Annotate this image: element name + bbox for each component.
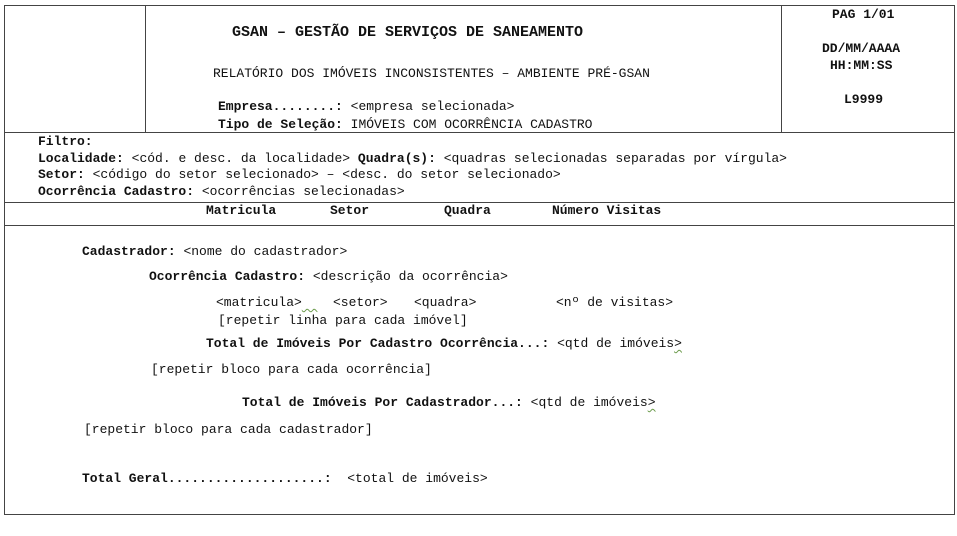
cadastrador-label: Cadastrador:: [82, 244, 176, 259]
ocorrencia-value: <descrição da ocorrência>: [312, 269, 508, 284]
column-header-quadra: Quadra: [444, 203, 491, 218]
ocorrencia-filter-value: <ocorrências selecionadas>: [201, 184, 405, 199]
report-frame: [4, 5, 955, 515]
row-visitas: <nº de visitas>: [556, 295, 674, 310]
empresa-line: [218, 99, 514, 114]
total-geral-label: Total Geral....................:: [82, 471, 332, 486]
repeat-ocorrencia-note: [repetir bloco para cada ocorrência]: [151, 362, 432, 377]
localidade-label: Localidade:: [38, 151, 124, 166]
column-header-setor: Setor: [330, 203, 370, 218]
cadastrador-value: <nome do cadastrador>: [183, 244, 348, 259]
report-time: HH:MM:SS: [830, 58, 893, 73]
row-quadra: <quadra>: [414, 295, 477, 310]
total-geral-value: <total de imóveis>: [347, 471, 488, 486]
total-cadastrador-label: Total de Imóveis Por Cadastrador...:: [242, 395, 523, 410]
setor-label: Setor:: [38, 167, 85, 182]
columns-bottom-divider: [5, 225, 954, 226]
quadras-label: Quadra(s):: [357, 151, 436, 166]
total-ocorrencia-value-end: >: [674, 336, 682, 351]
row-setor: <setor>: [333, 295, 388, 310]
column-header-visitas: Número Visitas: [552, 203, 662, 218]
setor-value: <código do setor selecionado> – <desc. do setor selecionado>: [92, 167, 561, 182]
ocorrencia-label: Ocorrência Cadastro:: [149, 269, 306, 284]
page-number: PAG 1/01: [832, 7, 895, 22]
header-right-divider: [781, 6, 782, 132]
row-matricula: [216, 295, 317, 310]
header-bottom-divider: [5, 132, 954, 133]
total-geral-line: [82, 471, 488, 486]
row-matricula-text: <matricula>: [216, 295, 302, 310]
total-cadastrador-line: [242, 395, 656, 410]
empresa-label: Empresa........:: [218, 99, 343, 114]
repeat-line-note: [repetir linha para cada imóvel]: [218, 313, 468, 328]
repeat-cadastrador-note: [repetir bloco para cada cadastrador]: [84, 422, 373, 437]
total-cadastrador-value: <qtd de imóveis: [530, 395, 648, 410]
cadastrador-line: [82, 244, 347, 259]
ocorrencia-filter-label: Ocorrência Cadastro:: [38, 184, 195, 199]
tipo-selecao-value: IMÓVEIS COM OCORRÊNCIA CADASTRO: [350, 117, 593, 132]
header-left-divider: [145, 6, 146, 132]
total-cadastrador-value-end: >: [647, 395, 656, 410]
filter-setor-line: [38, 167, 561, 182]
quadras-value: <quadras selecionadas separadas por vírgula>: [443, 151, 787, 166]
report-date: DD/MM/AAAA: [822, 41, 901, 56]
filter-ocorrencia-line: [38, 184, 405, 199]
tipo-selecao-label: Tipo de Seleção:: [218, 117, 343, 132]
filter-title: Filtro:: [38, 134, 93, 149]
report-subtitle: RELATÓRIO DOS IMÓVEIS INCONSISTENTES – AMBIENTE PRÉ-GSAN: [213, 66, 650, 81]
total-ocorrencia-label: Total de Imóveis Por Cadastro Ocorrência...:: [206, 336, 550, 351]
column-header-matricula: Matricula: [206, 203, 277, 218]
empresa-value: <empresa selecionada>: [350, 99, 515, 114]
report-title: GSAN – GESTÃO DE SERVIÇOS DE SANEAMENTO: [232, 24, 584, 41]
total-ocorrencia-line: [206, 336, 682, 351]
row-gap: [302, 295, 318, 310]
report-code: L9999: [844, 92, 884, 107]
filter-localidade-line: [38, 151, 787, 166]
tipo-selecao-line: [218, 117, 592, 132]
localidade-value: <cód. e desc. da localidade>: [131, 151, 351, 166]
ocorrencia-line: [149, 269, 508, 284]
total-ocorrencia-value: <qtd de imóveis: [557, 336, 675, 351]
